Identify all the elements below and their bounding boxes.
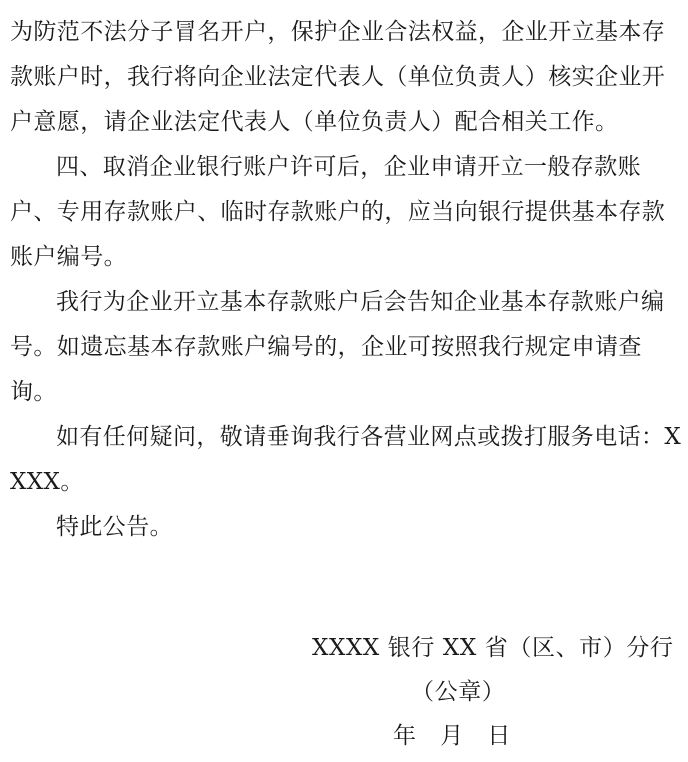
signature-date: 年 月 日 [393,723,511,749]
signature-seal: （公章） [411,679,506,705]
paragraph-closing: 特此公告。 [56,514,173,540]
paragraph-account-verification: 为防范不法分子冒名开户，保护企业合法权益，企业开立基本存款账户时，我行将向企业法定代表人（单位负责人）核实企业开户意愿，请企业法定代表人（单位负责人）配合相关工作。 [10,19,666,135]
paragraph-account-number-notice: 我行为企业开立基本存款账户后会告知企业基本存款账户编号。如遗忘基本存款账户编号的，企业可按照我行规定申请查询。 [10,289,665,405]
paragraph-item-four: 四、取消企业银行账户许可后，企业申请开立一般存款账户、专用存款账户、临时存款账户的，应当向银行提供基本存款账户编号。 [10,154,666,270]
signature-organization: XXXX 银行 XX 省（区、市）分行 [312,635,674,661]
paragraph-contact-info: 如有任何疑问，敬请垂询我行各营业网点或拨打服务电话：XXXX。 [10,424,682,495]
